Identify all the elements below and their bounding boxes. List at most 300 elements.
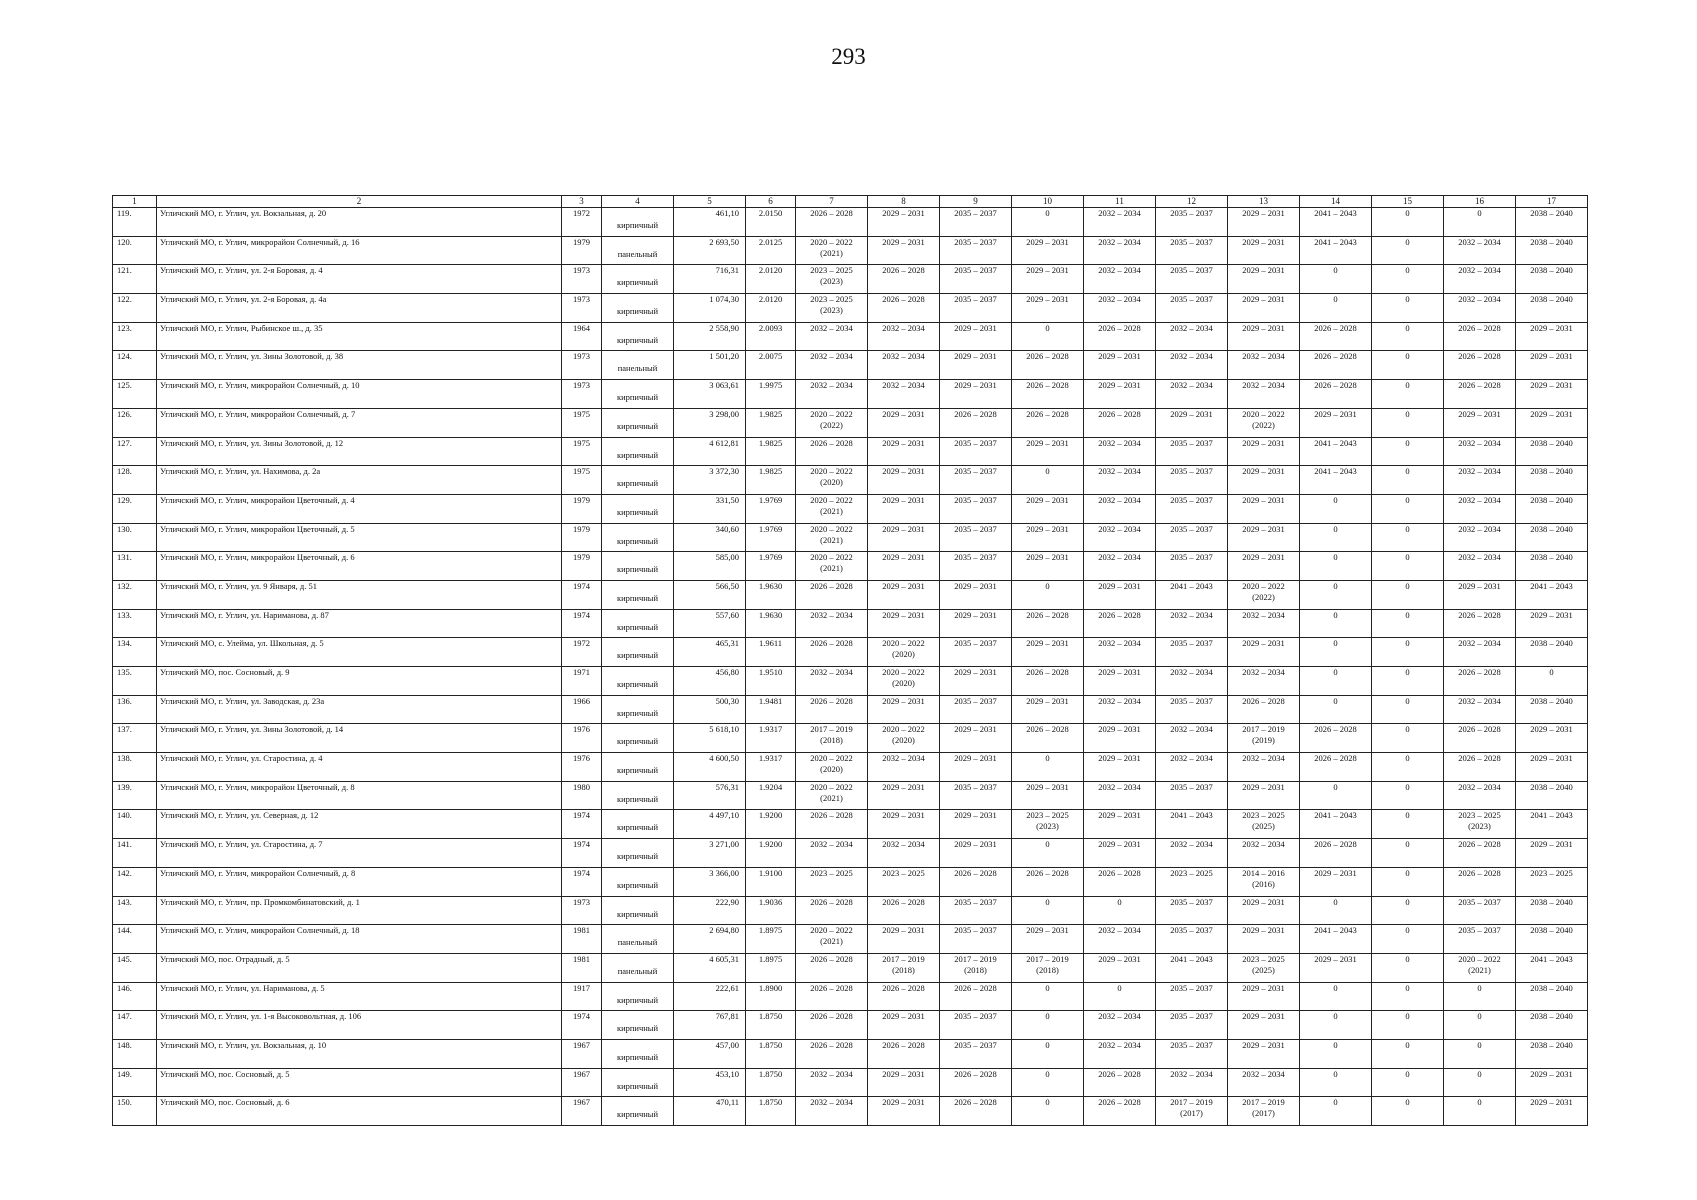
period-cell <box>868 552 940 581</box>
cell-value: Угличский МО, пос. Отрадный, д. 5 <box>160 953 290 964</box>
cell-value: 2026 – 2028 <box>1098 1097 1141 1108</box>
period-cell <box>1228 552 1300 581</box>
period-cell <box>1444 609 1516 638</box>
cell-value: 2035 – 2037 <box>954 1039 997 1050</box>
cell-value: 0 <box>1045 839 1050 850</box>
period-cell <box>1228 294 1300 323</box>
period-cell <box>1372 380 1444 409</box>
cell-value: 0 <box>1333 609 1338 620</box>
period-cell <box>1156 781 1228 810</box>
cell-value: кирпичный <box>616 994 659 1005</box>
address-cell <box>157 1039 562 1068</box>
cell-value: 0 <box>1477 1011 1482 1022</box>
cell-value: 1975 <box>573 437 590 448</box>
cell-value: 2035 – 2037 <box>954 494 997 505</box>
cell-value: 2029 – 2031 <box>954 667 997 677</box>
cell-value: 2029 – 2031 <box>954 380 997 391</box>
period-cell <box>1228 466 1300 495</box>
cell-value: Угличский МО, г. Углич, микрорайон Цветочный, д. 4 <box>160 494 355 505</box>
period-cell <box>1300 380 1372 409</box>
period-cell <box>1444 839 1516 868</box>
period-cell <box>1156 953 1228 982</box>
cell-value: 2032 – 2034 <box>1458 437 1501 448</box>
period-cell <box>1300 667 1372 696</box>
cell-value: 2035 – 2037 <box>1170 466 1213 477</box>
cell-value: 2035 – 2037 <box>954 925 997 936</box>
period-cell <box>1516 265 1588 294</box>
cell-value: кирпичный <box>616 306 659 317</box>
coefficient-cell <box>746 523 796 552</box>
period-cell <box>1084 1097 1156 1126</box>
period-cell <box>1300 236 1372 265</box>
cell-value: 5 618,10 <box>709 724 739 735</box>
table-row <box>113 839 1588 868</box>
period-cell <box>868 265 940 294</box>
period-cell <box>1012 839 1084 868</box>
cell-value: 0 <box>1405 1068 1410 1079</box>
cell-value: 4 497,10 <box>709 810 739 821</box>
cell-value: 0 <box>1405 1097 1410 1108</box>
material-cell <box>602 552 674 581</box>
period-cell <box>1228 925 1300 954</box>
cell-value: 0 <box>1333 1068 1338 1079</box>
period-cell <box>940 437 1012 466</box>
area-cell <box>674 810 746 839</box>
cell-value: 1.8900 <box>758 982 783 993</box>
period-cell <box>940 1039 1012 1068</box>
cell-value: 2029 – 2031 <box>1530 408 1573 419</box>
period-cell <box>1372 953 1444 982</box>
cell-value: 2032 – 2034 <box>1242 753 1285 764</box>
cell-value: 2026 – 2028 <box>954 1068 997 1079</box>
address-cell <box>157 609 562 638</box>
cell-value: 2035 – 2037 <box>954 466 997 477</box>
cell-value: Угличский МО, г. Углич, ул. Зины Золотовой, д. 38 <box>160 351 344 362</box>
cell-value: 121. <box>117 265 132 276</box>
cell-value: 2032 – 2034 <box>1458 494 1501 505</box>
cell-value: 2032 – 2034 <box>1458 638 1501 649</box>
cell-value: 2029 – 2031 <box>954 810 997 821</box>
coefficient-cell <box>746 724 796 753</box>
area-cell <box>674 208 746 237</box>
cell-value: 2032 – 2034 <box>810 1097 853 1108</box>
coefficient-cell <box>746 208 796 237</box>
cell-value: 0 <box>1333 580 1338 591</box>
period-cell <box>868 925 940 954</box>
cell-value: 453,10 <box>715 1068 739 1079</box>
period-cell <box>868 1068 940 1097</box>
coefficient-cell <box>746 1011 796 1040</box>
address-cell <box>157 208 562 237</box>
period-cell <box>1228 667 1300 696</box>
cell-value: 2023 – 2025 <box>810 265 853 276</box>
cell-value: 1980 <box>573 781 590 792</box>
cell-value: 1.9200 <box>758 810 783 821</box>
period-cell <box>1372 1068 1444 1097</box>
period-cell <box>868 294 940 323</box>
period-cell <box>1444 408 1516 437</box>
period-cell <box>1012 380 1084 409</box>
period-cell <box>940 351 1012 380</box>
cell-value: 0 <box>1333 265 1338 276</box>
cell-value: 2023 – 2025 <box>810 867 853 878</box>
cell-value: 2032 – 2034 <box>1458 695 1501 706</box>
period-cell <box>1516 408 1588 437</box>
cell-value: 2017 – 2019 <box>954 953 997 964</box>
cell-year-note: (2022) <box>820 419 843 430</box>
year-cell <box>562 322 602 351</box>
cell-value: 2035 – 2037 <box>954 695 997 706</box>
address-cell <box>157 552 562 581</box>
cell-value: 2032 – 2034 <box>1458 294 1501 305</box>
cell-value: 0 <box>1405 494 1410 505</box>
cell-value: 2032 – 2034 <box>1098 1011 1141 1022</box>
cell-value: 2026 – 2028 <box>1458 351 1501 362</box>
period-cell <box>1012 724 1084 753</box>
cell-value: 2020 – 2022 <box>882 667 925 677</box>
cell-value: 2026 – 2028 <box>1026 724 1069 735</box>
period-cell <box>796 294 868 323</box>
cell-value: 2029 – 2031 <box>1098 810 1141 821</box>
cell-value: 2026 – 2028 <box>810 1039 853 1050</box>
year-cell <box>562 265 602 294</box>
period-cell <box>1084 1039 1156 1068</box>
cell-value: кирпичный <box>616 277 659 288</box>
period-cell <box>1444 437 1516 466</box>
cell-value: 0 <box>1333 1039 1338 1050</box>
period-cell <box>1156 236 1228 265</box>
period-cell <box>1012 667 1084 696</box>
cell-value: 2029 – 2031 <box>882 580 925 591</box>
cell-value: 1.9204 <box>758 781 783 792</box>
cell-value: 2029 – 2031 <box>1314 953 1357 964</box>
period-cell <box>940 294 1012 323</box>
cell-value: 2032 – 2034 <box>1458 781 1501 792</box>
period-cell <box>1156 609 1228 638</box>
cell-value: 2026 – 2028 <box>810 638 853 649</box>
cell-value: 2032 – 2034 <box>1098 294 1141 305</box>
period-cell <box>796 552 868 581</box>
cell-value: 2026 – 2028 <box>810 810 853 821</box>
row-number-cell <box>113 408 157 437</box>
cell-year-note: (2021) <box>820 563 843 574</box>
material-cell <box>602 380 674 409</box>
material-cell <box>602 638 674 667</box>
cell-value: 2.0125 <box>758 236 783 247</box>
cell-value: 131. <box>117 552 132 563</box>
cell-value: Угличский МО, г. Углич, ул. 2-я Боровая, д. 4 <box>160 265 323 276</box>
period-cell <box>1084 523 1156 552</box>
period-cell <box>796 236 868 265</box>
cell-value: 126. <box>117 408 132 419</box>
period-cell <box>1084 667 1156 696</box>
cell-value: 1.8975 <box>758 953 783 964</box>
period-cell <box>940 839 1012 868</box>
material-cell <box>602 667 674 696</box>
period-cell <box>1444 494 1516 523</box>
table-body <box>113 208 1588 1126</box>
cell-value: 2029 – 2031 <box>1098 839 1141 850</box>
table-row <box>113 294 1588 323</box>
period-cell <box>940 1068 1012 1097</box>
cell-value: 2026 – 2028 <box>1098 408 1141 419</box>
cell-value: 0 <box>1045 1068 1050 1079</box>
cell-value: 2026 – 2028 <box>1098 322 1141 333</box>
coefficient-cell <box>746 810 796 839</box>
table-row <box>113 609 1588 638</box>
cell-value: 0 <box>1333 982 1338 993</box>
cell-value: 2032 – 2034 <box>1170 667 1213 677</box>
period-cell <box>1372 552 1444 581</box>
period-cell <box>796 638 868 667</box>
cell-value: 2026 – 2028 <box>954 408 997 419</box>
row-number-cell <box>113 1068 157 1097</box>
cell-value: 0 <box>1477 1097 1482 1108</box>
area-cell <box>674 982 746 1011</box>
period-cell <box>868 695 940 724</box>
column-header-12: 12 <box>1156 196 1228 208</box>
cell-value: 2026 – 2028 <box>1458 867 1501 878</box>
cell-value: 2041 – 2043 <box>1314 236 1357 247</box>
cell-value: 1 074,30 <box>709 294 739 305</box>
cell-value: 148. <box>117 1039 132 1050</box>
address-cell <box>157 1097 562 1126</box>
period-cell <box>1156 1039 1228 1068</box>
cell-value: 457,00 <box>715 1039 739 1050</box>
period-cell <box>1444 466 1516 495</box>
period-cell <box>1444 867 1516 896</box>
material-cell <box>602 867 674 896</box>
area-cell <box>674 580 746 609</box>
period-cell <box>1372 609 1444 638</box>
cell-year-note: (2020) <box>892 649 915 660</box>
cell-value: 2029 – 2031 <box>1098 667 1141 677</box>
cell-value: 2038 – 2040 <box>1530 265 1573 276</box>
column-header-6: 6 <box>746 196 796 208</box>
period-cell <box>940 322 1012 351</box>
period-cell <box>868 953 940 982</box>
cell-value: 2029 – 2031 <box>1242 208 1285 218</box>
cell-value: Угличский МО, г. Углич, микрорайон Солнечный, д. 16 <box>160 236 360 247</box>
period-cell <box>1372 294 1444 323</box>
cell-value: 1.9317 <box>758 753 783 764</box>
cell-value: 2017 – 2019 <box>1170 1097 1213 1108</box>
column-header-17: 17 <box>1516 196 1588 208</box>
cell-value: 2029 – 2031 <box>1026 695 1069 706</box>
period-cell <box>1012 351 1084 380</box>
address-cell <box>157 265 562 294</box>
period-cell <box>1300 810 1372 839</box>
period-cell <box>1372 810 1444 839</box>
year-cell <box>562 351 602 380</box>
cell-value: 2029 – 2031 <box>954 351 997 362</box>
cell-value: 2 694,80 <box>709 925 739 936</box>
cell-value: 2020 – 2022 <box>810 408 853 419</box>
column-header-11: 11 <box>1084 196 1156 208</box>
cell-value: 1.9825 <box>758 408 783 419</box>
address-cell <box>157 351 562 380</box>
cell-value: 2032 – 2034 <box>810 380 853 391</box>
cell-value: 3 063,61 <box>709 380 739 391</box>
period-cell <box>1300 867 1372 896</box>
coefficient-cell <box>746 351 796 380</box>
coefficient-cell <box>746 1097 796 1126</box>
row-number-cell <box>113 294 157 323</box>
cell-value: 2026 – 2028 <box>1314 839 1357 850</box>
cell-value: Угличский МО, г. Углич, пр. Промкомбинатовский, д. 1 <box>160 896 360 907</box>
period-cell <box>1516 724 1588 753</box>
cell-value: 2041 – 2043 <box>1314 208 1357 218</box>
cell-value: 2038 – 2040 <box>1530 695 1573 706</box>
cell-value: 135. <box>117 667 132 677</box>
table-row <box>113 753 1588 782</box>
period-cell <box>1228 1097 1300 1126</box>
cell-value: 2026 – 2028 <box>1098 609 1141 620</box>
address-cell <box>157 867 562 896</box>
cell-value: 2032 – 2034 <box>1242 380 1285 391</box>
cell-value: 2029 – 2031 <box>1242 896 1285 907</box>
period-cell <box>1084 580 1156 609</box>
cell-value: 2026 – 2028 <box>1026 667 1069 677</box>
coefficient-cell <box>746 580 796 609</box>
address-cell <box>157 724 562 753</box>
address-cell <box>157 1068 562 1097</box>
period-cell <box>940 896 1012 925</box>
address-cell <box>157 638 562 667</box>
cell-value: Угличский МО, г. Углич, микрорайон Цветочный, д. 5 <box>160 523 355 534</box>
cell-value: 120. <box>117 236 132 247</box>
period-cell <box>868 466 940 495</box>
cell-value: 0 <box>1405 265 1410 276</box>
period-cell <box>1228 523 1300 552</box>
cell-value: 2026 – 2028 <box>1458 839 1501 850</box>
cell-value: 0 <box>1405 810 1410 821</box>
cell-value: 2029 – 2031 <box>882 925 925 936</box>
period-cell <box>1372 781 1444 810</box>
period-cell <box>1516 1097 1588 1126</box>
period-cell <box>1084 867 1156 896</box>
period-cell <box>868 896 940 925</box>
coefficient-cell <box>746 781 796 810</box>
cell-value: 0 <box>1405 609 1410 620</box>
table-row <box>113 867 1588 896</box>
cell-value: 2035 – 2037 <box>954 552 997 563</box>
period-cell <box>1228 1068 1300 1097</box>
cell-value: 2017 – 2019 <box>882 953 925 964</box>
cell-value: 767,81 <box>715 1011 739 1022</box>
cell-value: 0 <box>1117 982 1122 993</box>
cell-value: 0 <box>1405 1011 1410 1022</box>
cell-value: кирпичный <box>616 1109 659 1120</box>
cell-value: 2035 – 2037 <box>1170 781 1213 792</box>
cell-value: Угличский МО, г. Углич, ул. Вокзальная, д. 20 <box>160 208 327 218</box>
cell-value: 2.0120 <box>758 294 783 305</box>
cell-value: 1979 <box>573 494 590 505</box>
cell-value: 2029 – 2031 <box>882 236 925 247</box>
cell-value: 0 <box>1405 839 1410 850</box>
cell-year-note: (2021) <box>820 247 843 258</box>
period-cell <box>1012 695 1084 724</box>
coefficient-cell <box>746 925 796 954</box>
cell-value: 2032 – 2034 <box>882 380 925 391</box>
cell-value: 2020 – 2022 <box>1242 408 1285 419</box>
housing-repair-table <box>112 195 1588 1126</box>
cell-value: 2026 – 2028 <box>810 695 853 706</box>
cell-value: 0 <box>1405 982 1410 993</box>
table-row <box>113 494 1588 523</box>
cell-value: 2038 – 2040 <box>1530 437 1573 448</box>
cell-value: 2029 – 2031 <box>1026 494 1069 505</box>
cell-value: 2023 – 2025 <box>1242 953 1285 964</box>
coefficient-cell <box>746 380 796 409</box>
period-cell <box>868 580 940 609</box>
period-cell <box>940 380 1012 409</box>
cell-value: 2032 – 2034 <box>810 609 853 620</box>
cell-year-note: (2022) <box>1252 419 1275 430</box>
year-cell <box>562 753 602 782</box>
cell-value: 2026 – 2028 <box>1458 380 1501 391</box>
column-header-16: 16 <box>1444 196 1516 208</box>
cell-value: 2029 – 2031 <box>1098 580 1141 591</box>
period-cell <box>940 638 1012 667</box>
cell-value: 2029 – 2031 <box>1242 294 1285 305</box>
cell-value: 2029 – 2031 <box>1026 437 1069 448</box>
cell-value: 2035 – 2037 <box>1170 494 1213 505</box>
cell-value: 0 <box>1045 982 1050 993</box>
period-cell <box>1300 695 1372 724</box>
period-cell <box>1228 695 1300 724</box>
cell-value: 2035 – 2037 <box>954 638 997 649</box>
period-cell <box>796 839 868 868</box>
period-cell <box>1156 294 1228 323</box>
period-cell <box>1228 494 1300 523</box>
cell-value: 2.0093 <box>758 322 783 333</box>
cell-value: 134. <box>117 638 132 649</box>
cell-value: 2041 – 2043 <box>1170 580 1213 591</box>
cell-value: 0 <box>1333 667 1338 677</box>
cell-value: 2026 – 2028 <box>1026 408 1069 419</box>
cell-value: 129. <box>117 494 132 505</box>
cell-value: 0 <box>1045 466 1050 477</box>
year-cell <box>562 437 602 466</box>
cell-value: 2026 – 2028 <box>1458 667 1501 677</box>
cell-value: 146. <box>117 982 132 993</box>
cell-value: 2032 – 2034 <box>1458 265 1501 276</box>
cell-year-note: (2023) <box>1468 821 1491 832</box>
cell-value: кирпичный <box>616 765 659 776</box>
cell-value: 0 <box>1405 236 1410 247</box>
period-cell <box>1084 781 1156 810</box>
cell-value: 2038 – 2040 <box>1530 638 1573 649</box>
period-cell <box>1516 609 1588 638</box>
period-cell <box>796 896 868 925</box>
cell-value: 2029 – 2031 <box>954 724 997 735</box>
period-cell <box>940 494 1012 523</box>
cell-value: 2038 – 2040 <box>1530 781 1573 792</box>
period-cell <box>1372 580 1444 609</box>
coefficient-cell <box>746 638 796 667</box>
cell-value: Угличский МО, г. Углич, ул. 2-я Боровая, д. 4а <box>160 294 327 305</box>
cell-value: 2020 – 2022 <box>810 523 853 534</box>
period-cell <box>1228 408 1300 437</box>
cell-value: 2029 – 2031 <box>1530 380 1573 391</box>
year-cell <box>562 408 602 437</box>
period-cell <box>1156 351 1228 380</box>
cell-value: 2032 – 2034 <box>1098 494 1141 505</box>
cell-value: 2026 – 2028 <box>882 294 925 305</box>
table-row <box>113 552 1588 581</box>
cell-value: 2035 – 2037 <box>1458 925 1501 936</box>
